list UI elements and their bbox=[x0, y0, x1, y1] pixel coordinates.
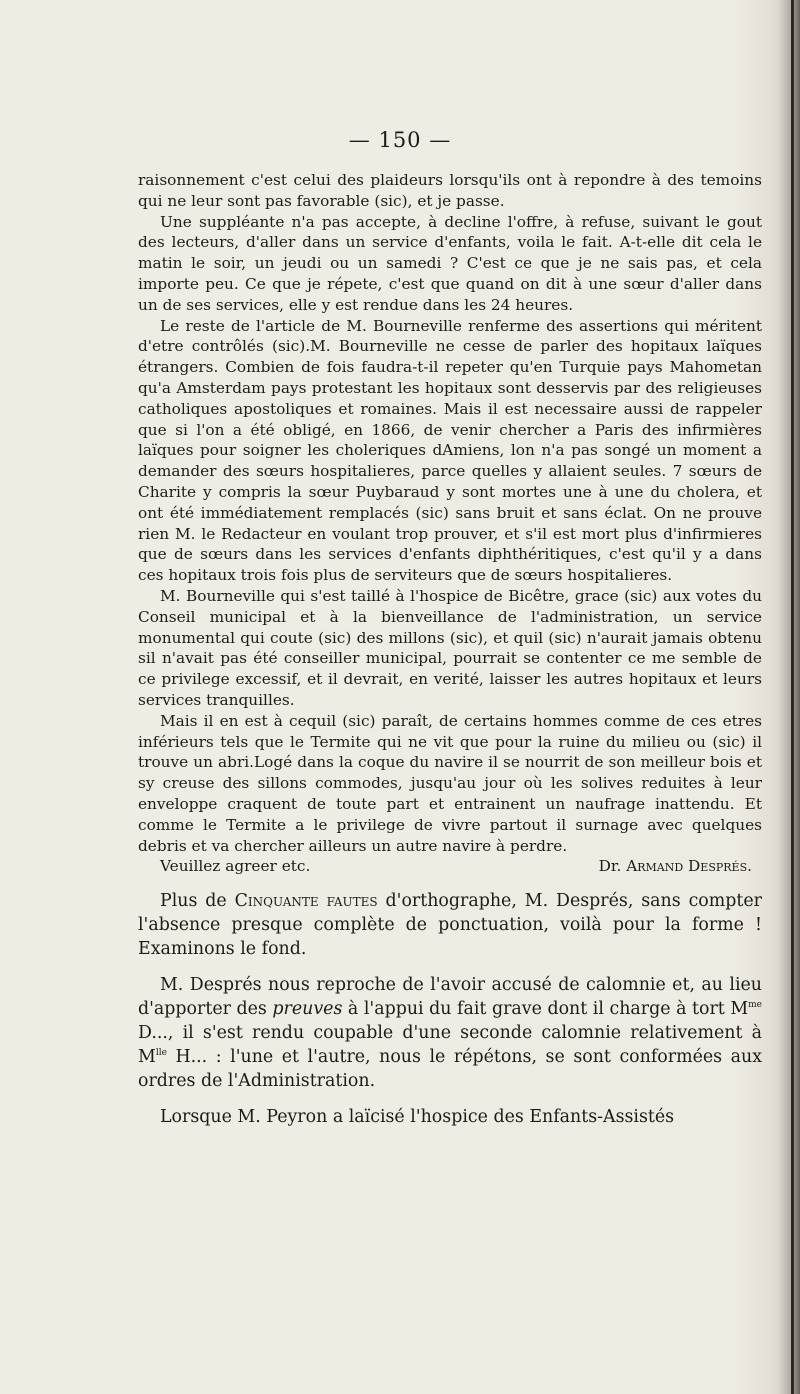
response-paragraph-2 bbox=[138, 973, 762, 1093]
response-p2-b: à l'appui du fait grave dont il charge à tort M bbox=[342, 999, 749, 1020]
response-p1-lead: Plus de bbox=[160, 891, 235, 912]
quoted-letter bbox=[138, 170, 762, 877]
page-edge-line bbox=[791, 0, 794, 1394]
author-response bbox=[138, 889, 762, 1129]
response-p2-sup-me: me bbox=[748, 1000, 762, 1011]
page-edge-shadow bbox=[778, 0, 800, 1394]
letter-signature bbox=[599, 856, 752, 877]
letter-signoff bbox=[138, 856, 762, 877]
response-paragraph-3: Lorsque M. Peyron a laïcisé l'hospice des Enfants-Assistés bbox=[160, 1107, 675, 1128]
signature-prefix: Dr. bbox=[598, 857, 627, 876]
response-paragraph-1 bbox=[138, 889, 762, 961]
letter-paragraph-4: M. Bourneville qui s'est taillé à l'hospice de Bicêtre, grace (sic) aux votes du Conseil municipal et à la bienveillance de l'administration, un service monumental qui coute (sic) des millons (sic), et quil (sic) n'aurait jamais obtenu sil n'avait pas été conseiller municipal, pourrait se contenter ce me semble de ce privilege excessif, et il devrait, en verité, laisser les autres hopitaux et leurs services tranquilles. bbox=[138, 586, 762, 709]
letter-paragraph-5: Mais il en est à cequil (sic) paraît, de certains hommes comme de ces etres inférieurs tels que le Termite qui ne vit que pour la ruine du milieu ou (sic) il trouve un abri.Logé dans la coque du navire il se nourrit de son meilleur bois et sy creuse des sillons commodes, jusqu'au jour où les solives reduites à leur enveloppe craquent de toute part et entrainent un naufrage inattendu. Et comme le Termite a le privilege de vivre partout il surnage avec quelques debris et va chercher ailleurs un autre navire à perdre. bbox=[138, 711, 762, 855]
letter-closing: Veuillez agreer etc. bbox=[160, 857, 311, 876]
response-p2-sup-lle: lle bbox=[155, 1048, 167, 1059]
letter-paragraph-3: Le reste de l'article de M. Bourneville renferme des assertions qui méritent d'etre contrôlés (sic).M. Bourneville ne cesse de parler des hopitaux laïques étrangers. Combien de fois faudra-t-il repeter qu'en Turquie pays Mahometan qu'a Amsterdam pays protestant les hopitaux sont desservis par des religieuses catholiques apostoliques et romaines. Mais il est necessaire aussi de rappeler que si l'on a été obligé, en 1866, de venir chercher a Paris des infirmières laïques pour soigner les choleriques dAmiens, lon n'a pas songé un moment a demander des sœurs hospitalieres, parce quelles y allaient seules. 7 sœurs de Charite y compris la sœur Puybaraud y sont mortes une à une du cholera, et ont été immédiatement remplacés (sic) sans bruit et sans éclat. On ne prouve rien M. le Redacteur en voulant trop prouver, et s'il est mort plus d'infirmieres que de sœurs dans les services d'enfants diphthéritiques, c'est qu'il y a dans ces hopitaux trois fois plus de serviteurs que de sœurs hospitalieres. bbox=[138, 316, 762, 585]
response-p2-italic: preuves bbox=[272, 999, 343, 1020]
letter-paragraph-2: Une suppléante n'a pas accepte, à decline l'offre, à refuse, suivant le gout des lecteurs, d'aller dans un service d'enfants, voila le fait. A-t-elle dit cela le matin le soir, un jeudi ou un samedi ? C'est ce que je ne sais pas, et cela importe peu. Ce que je répete, c'est que quand on dit à une sœur d'aller dans un de ses services, elle y est rendue dans les 24 heures. bbox=[138, 212, 762, 314]
response-p1-rest: d'orthographe, M. Després, sans compter l'absence presque complète de ponctuation, voilà pour la forme ! Examinons le fond. bbox=[138, 891, 762, 960]
response-p2-d: H... : l'une et l'autre, nous le répétons, se sont conformées aux ordres de l'Administration. bbox=[138, 1047, 762, 1092]
page-text bbox=[138, 170, 762, 1129]
response-p1-smallcaps: Cinquante fautes bbox=[234, 891, 378, 912]
response-p2-c: D..., il s'est rendu coupable d'une seconde calomnie relativement à M bbox=[138, 1023, 762, 1068]
page-number: — 150 — bbox=[348, 128, 452, 152]
signature-name: Armand Després. bbox=[626, 857, 752, 876]
letter-paragraph-1: raisonnement c'est celui des plaideurs lorsqu'ils ont à repondre à des temoins qui ne leur sont pas favorable (sic), et je passe. bbox=[138, 171, 762, 210]
response-p2-a: M. Després nous reproche de l'avoir accusé de calomnie et, au lieu d'apporter des bbox=[138, 975, 762, 1020]
